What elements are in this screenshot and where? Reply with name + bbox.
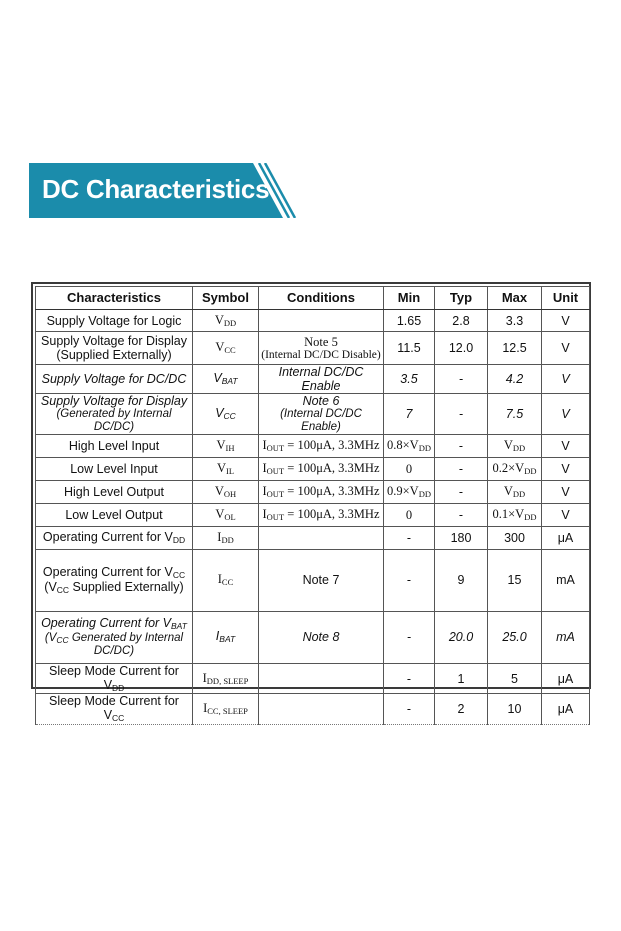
min-cell: 0 xyxy=(384,503,435,526)
column-header: Symbol xyxy=(193,287,259,310)
conditions-cell: $I_{OUT} = 100\mu A$, 3.3MHz xyxy=(259,480,384,503)
symbol-cell: $V_{IH}$ xyxy=(193,434,259,457)
max-cell: 300 xyxy=(488,526,542,549)
min-cell: $0.8\times V_{DD}$ xyxy=(384,434,435,457)
symbol-cell: $V_{CC}$ xyxy=(193,332,259,365)
table-row xyxy=(36,332,590,365)
conditions-cell xyxy=(259,310,384,332)
characteristic-cell: Supply Voltage for Display (Generated by Internal DC/DC) xyxy=(36,394,193,435)
unit-cell: V xyxy=(542,332,590,365)
column-header: Characteristics xyxy=(36,287,193,310)
table-row xyxy=(36,526,590,549)
conditions-cell: Note 6 (Internal DC/DC Enable) xyxy=(259,394,384,435)
typ-cell: - xyxy=(435,365,488,394)
characteristic-cell: Supply Voltage for Logic xyxy=(36,310,193,332)
conditions-cell xyxy=(259,663,384,694)
conditions-cell: Note 5 (Internal DC/DC Disable) xyxy=(259,332,384,365)
min-cell: $0.9\times V_{DD}$ xyxy=(384,480,435,503)
characteristic-cell: High Level Input xyxy=(36,434,193,457)
typ-cell: 9 xyxy=(435,549,488,611)
typ-cell: - xyxy=(435,480,488,503)
symbol-cell: $V_{DD}$ xyxy=(193,310,259,332)
typ-cell: 20.0 xyxy=(435,611,488,663)
unit-cell: μA xyxy=(542,526,590,549)
min-cell: - xyxy=(384,694,435,725)
min-cell: - xyxy=(384,526,435,549)
symbol-cell: $V_{BAT}$ xyxy=(193,365,259,394)
table-row xyxy=(36,611,590,663)
max-cell: 4.2 xyxy=(488,365,542,394)
typ-cell: 180 xyxy=(435,526,488,549)
column-header: Max xyxy=(488,287,542,310)
symbol-cell: $I_{DD}$ xyxy=(193,526,259,549)
symbol-cell: $I_{CC, SLEEP}$ xyxy=(193,694,259,725)
max-cell: 7.5 xyxy=(488,394,542,435)
typ-cell: - xyxy=(435,434,488,457)
characteristic-cell: Operating Current for $V_{DD}$ xyxy=(36,526,193,549)
min-cell: - xyxy=(384,663,435,694)
section-banner xyxy=(29,163,297,218)
conditions-cell: Internal DC/DC Enable xyxy=(259,365,384,394)
page-title: DC Characteristics xyxy=(42,174,270,204)
max-cell: 25.0 xyxy=(488,611,542,663)
max-cell: $0.1\times V_{DD}$ xyxy=(488,503,542,526)
conditions-cell: $I_{OUT} = 100\mu A$, 3.3MHz xyxy=(259,503,384,526)
conditions-cell: Note 7 xyxy=(259,549,384,611)
max-cell: $0.2\times V_{DD}$ xyxy=(488,457,542,480)
table-row xyxy=(36,503,590,526)
unit-cell: V xyxy=(542,394,590,435)
max-cell: 10 xyxy=(488,694,542,725)
unit-cell: μA xyxy=(542,663,590,694)
max-cell: 5 xyxy=(488,663,542,694)
typ-cell: 2.8 xyxy=(435,310,488,332)
unit-cell: V xyxy=(542,365,590,394)
symbol-cell: $I_{BAT}$ xyxy=(193,611,259,663)
typ-cell: 12.0 xyxy=(435,332,488,365)
typ-cell: - xyxy=(435,457,488,480)
table-row xyxy=(36,365,590,394)
characteristic-cell: Low Level Output xyxy=(36,503,193,526)
characteristic-cell: Operating Current for $V_{BAT}$ ($V_{CC}$ Generated by Internal DC/DC) xyxy=(36,611,193,663)
typ-cell: - xyxy=(435,394,488,435)
min-cell: 0 xyxy=(384,457,435,480)
min-cell: 1.65 xyxy=(384,310,435,332)
min-cell: 7 xyxy=(384,394,435,435)
min-cell: 11.5 xyxy=(384,332,435,365)
characteristic-cell: Sleep Mode Current for $V_{CC}$ xyxy=(36,694,193,725)
table-row xyxy=(36,457,590,480)
table-row xyxy=(36,434,590,457)
unit-cell: V xyxy=(542,310,590,332)
table-row xyxy=(36,394,590,435)
max-cell: 12.5 xyxy=(488,332,542,365)
table-header-row xyxy=(36,287,590,310)
column-header: Conditions xyxy=(259,287,384,310)
table-row xyxy=(36,549,590,611)
min-cell: - xyxy=(384,611,435,663)
max-cell: $V_{DD}$ xyxy=(488,480,542,503)
symbol-cell: $I_{DD, SLEEP}$ xyxy=(193,663,259,694)
min-cell: 3.5 xyxy=(384,365,435,394)
symbol-cell: $V_{OL}$ xyxy=(193,503,259,526)
unit-cell: V xyxy=(542,480,590,503)
unit-cell: V xyxy=(542,457,590,480)
max-cell: 3.3 xyxy=(488,310,542,332)
conditions-cell xyxy=(259,526,384,549)
table-row xyxy=(36,694,590,725)
unit-cell: V xyxy=(542,503,590,526)
characteristic-cell: Supply Voltage for DC/DC xyxy=(36,365,193,394)
characteristic-cell: Operating Current for $V_{CC}$ ($V_{CC}$ Supplied Externally) xyxy=(36,549,193,611)
characteristic-cell: Supply Voltage for Display (Supplied Externally) xyxy=(36,332,193,365)
dc-characteristics-table xyxy=(35,286,590,725)
typ-cell: 2 xyxy=(435,694,488,725)
max-cell: $V_{DD}$ xyxy=(488,434,542,457)
symbol-cell: $V_{OH}$ xyxy=(193,480,259,503)
conditions-cell xyxy=(259,694,384,725)
table-row xyxy=(36,310,590,332)
column-header: Unit xyxy=(542,287,590,310)
column-header: Min xyxy=(384,287,435,310)
table-row xyxy=(36,663,590,694)
column-header: Typ xyxy=(435,287,488,310)
min-cell: - xyxy=(384,549,435,611)
symbol-cell: $I_{CC}$ xyxy=(193,549,259,611)
conditions-cell: $I_{OUT} = 100\mu A$, 3.3MHz xyxy=(259,457,384,480)
unit-cell: mA xyxy=(542,549,590,611)
typ-cell: 1 xyxy=(435,663,488,694)
max-cell: 15 xyxy=(488,549,542,611)
conditions-cell: Note 8 xyxy=(259,611,384,663)
symbol-cell: $V_{CC}$ xyxy=(193,394,259,435)
characteristic-cell: Low Level Input xyxy=(36,457,193,480)
conditions-cell: $I_{OUT} = 100\mu A$, 3.3MHz xyxy=(259,434,384,457)
unit-cell: μA xyxy=(542,694,590,725)
unit-cell: mA xyxy=(542,611,590,663)
table-row xyxy=(36,480,590,503)
dc-characteristics-table-frame xyxy=(31,282,591,724)
characteristic-cell: High Level Output xyxy=(36,480,193,503)
symbol-cell: $V_{IL}$ xyxy=(193,457,259,480)
unit-cell: V xyxy=(542,434,590,457)
typ-cell: - xyxy=(435,503,488,526)
characteristic-cell: Sleep Mode Current for $V_{DD}$ xyxy=(36,663,193,694)
